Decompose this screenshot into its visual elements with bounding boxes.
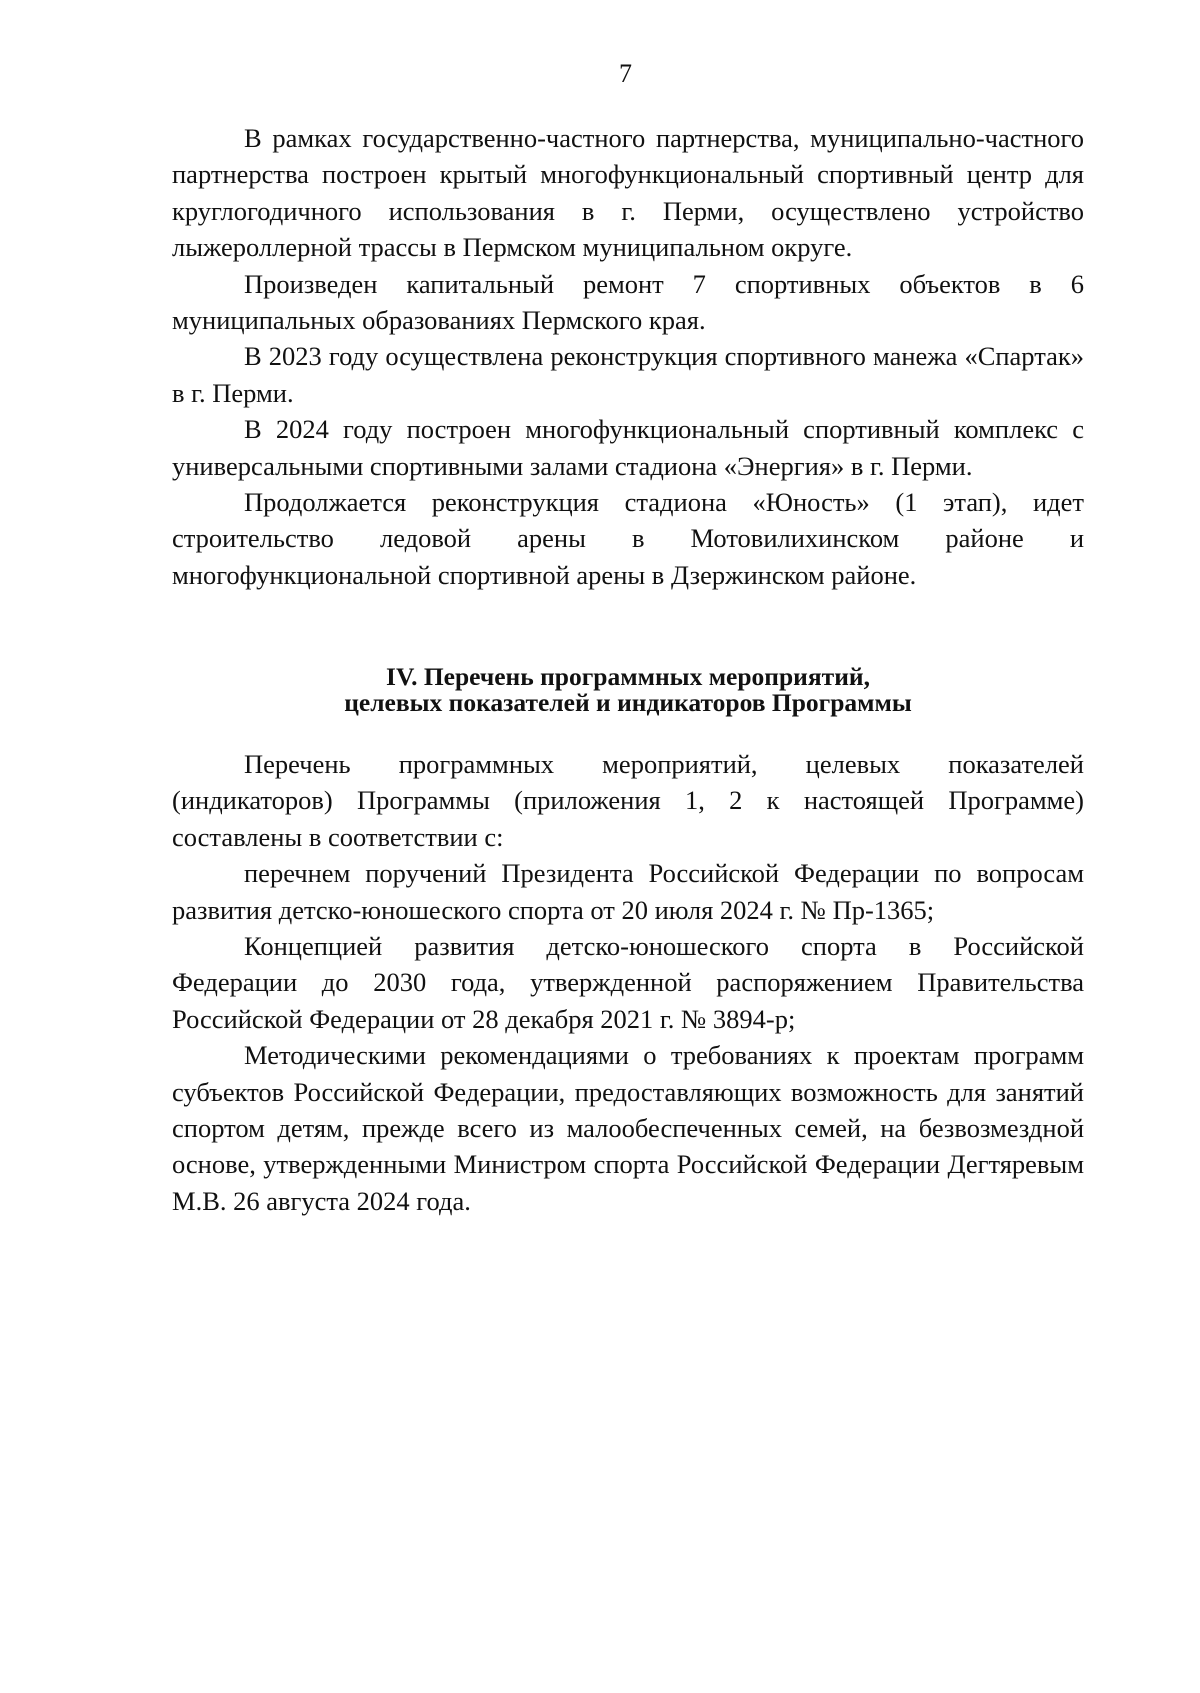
paragraph-capital-repair: Произведен капитальный ремонт 7 спортивных объектов в 6 муниципальных образованиях Пермского края. [172, 268, 1084, 336]
section-heading [172, 664, 1084, 716]
section-heading-line-1: IV. Перечень программных мероприятий, [386, 662, 870, 691]
paragraph-spartak-reconstruction: В 2023 году осуществлена реконструкция спортивного манежа «Спартак» в г. Перми. [172, 341, 1084, 408]
section-heading-line-2: целевых показателей и индикаторов Программы [344, 688, 912, 717]
page-number: 7 [619, 59, 632, 88]
paragraph-president-instructions: перечнем поручений Президента Российской Федерации по вопросам развития детско-юношеского спорта от 20 июля 2024 г. № Пр-1365; [172, 858, 1084, 925]
paragraph-energia-complex: В 2024 году построен многофункциональный спортивный комплекс с универсальными спортивными залами стадиона «Энергия» в г. Перми. [172, 414, 1084, 481]
paragraph-methodical-recommendations: Методическими рекомендациями о требованиях к проектам программ субъектов Российской Федерации, предоставляющих возможность для занятий спортом детям, прежде всего из малообеспеченных семей, на безвозмездной основе, утвержденными Министром спорта Российской Федерации Дегтяревым М.В. 26 августа 2024 года. [172, 1040, 1084, 1216]
paragraph-program-list-intro: Перечень программных мероприятий, целевых показателей (индикаторов) Программы (приложения 1, 2 к настоящей Программе) составлены в соответствии с: [172, 749, 1084, 852]
body-text-after-heading [172, 746, 1084, 1219]
paragraph-concept-2030: Концепцией развития детско-юношеского спорта в Российской Федерации до 2030 года, утвержденной распоряжением Правительства Российской Федерации от 28 декабря 2021 г. № 3894-р; [172, 931, 1084, 1034]
paragraph-ppp-sports-center: В рамках государственно-частного партнерства, муниципально-частного партнерства построен крытый многофункциональный спортивный центр для круглогодичного использования в г. Перми, осуществлено устройство лыжероллерной трассы в Пермском муниципальном округе. [172, 123, 1084, 263]
body-text-before-heading [172, 120, 1084, 593]
paragraph-yunost-reconstruction: Продолжается реконструкция стадиона «Юность» (1 этап), идет строительство ледовой арены в Мотовилихинском районе и многофункциональной спортивной арены в Дзержинском районе. [172, 487, 1084, 590]
